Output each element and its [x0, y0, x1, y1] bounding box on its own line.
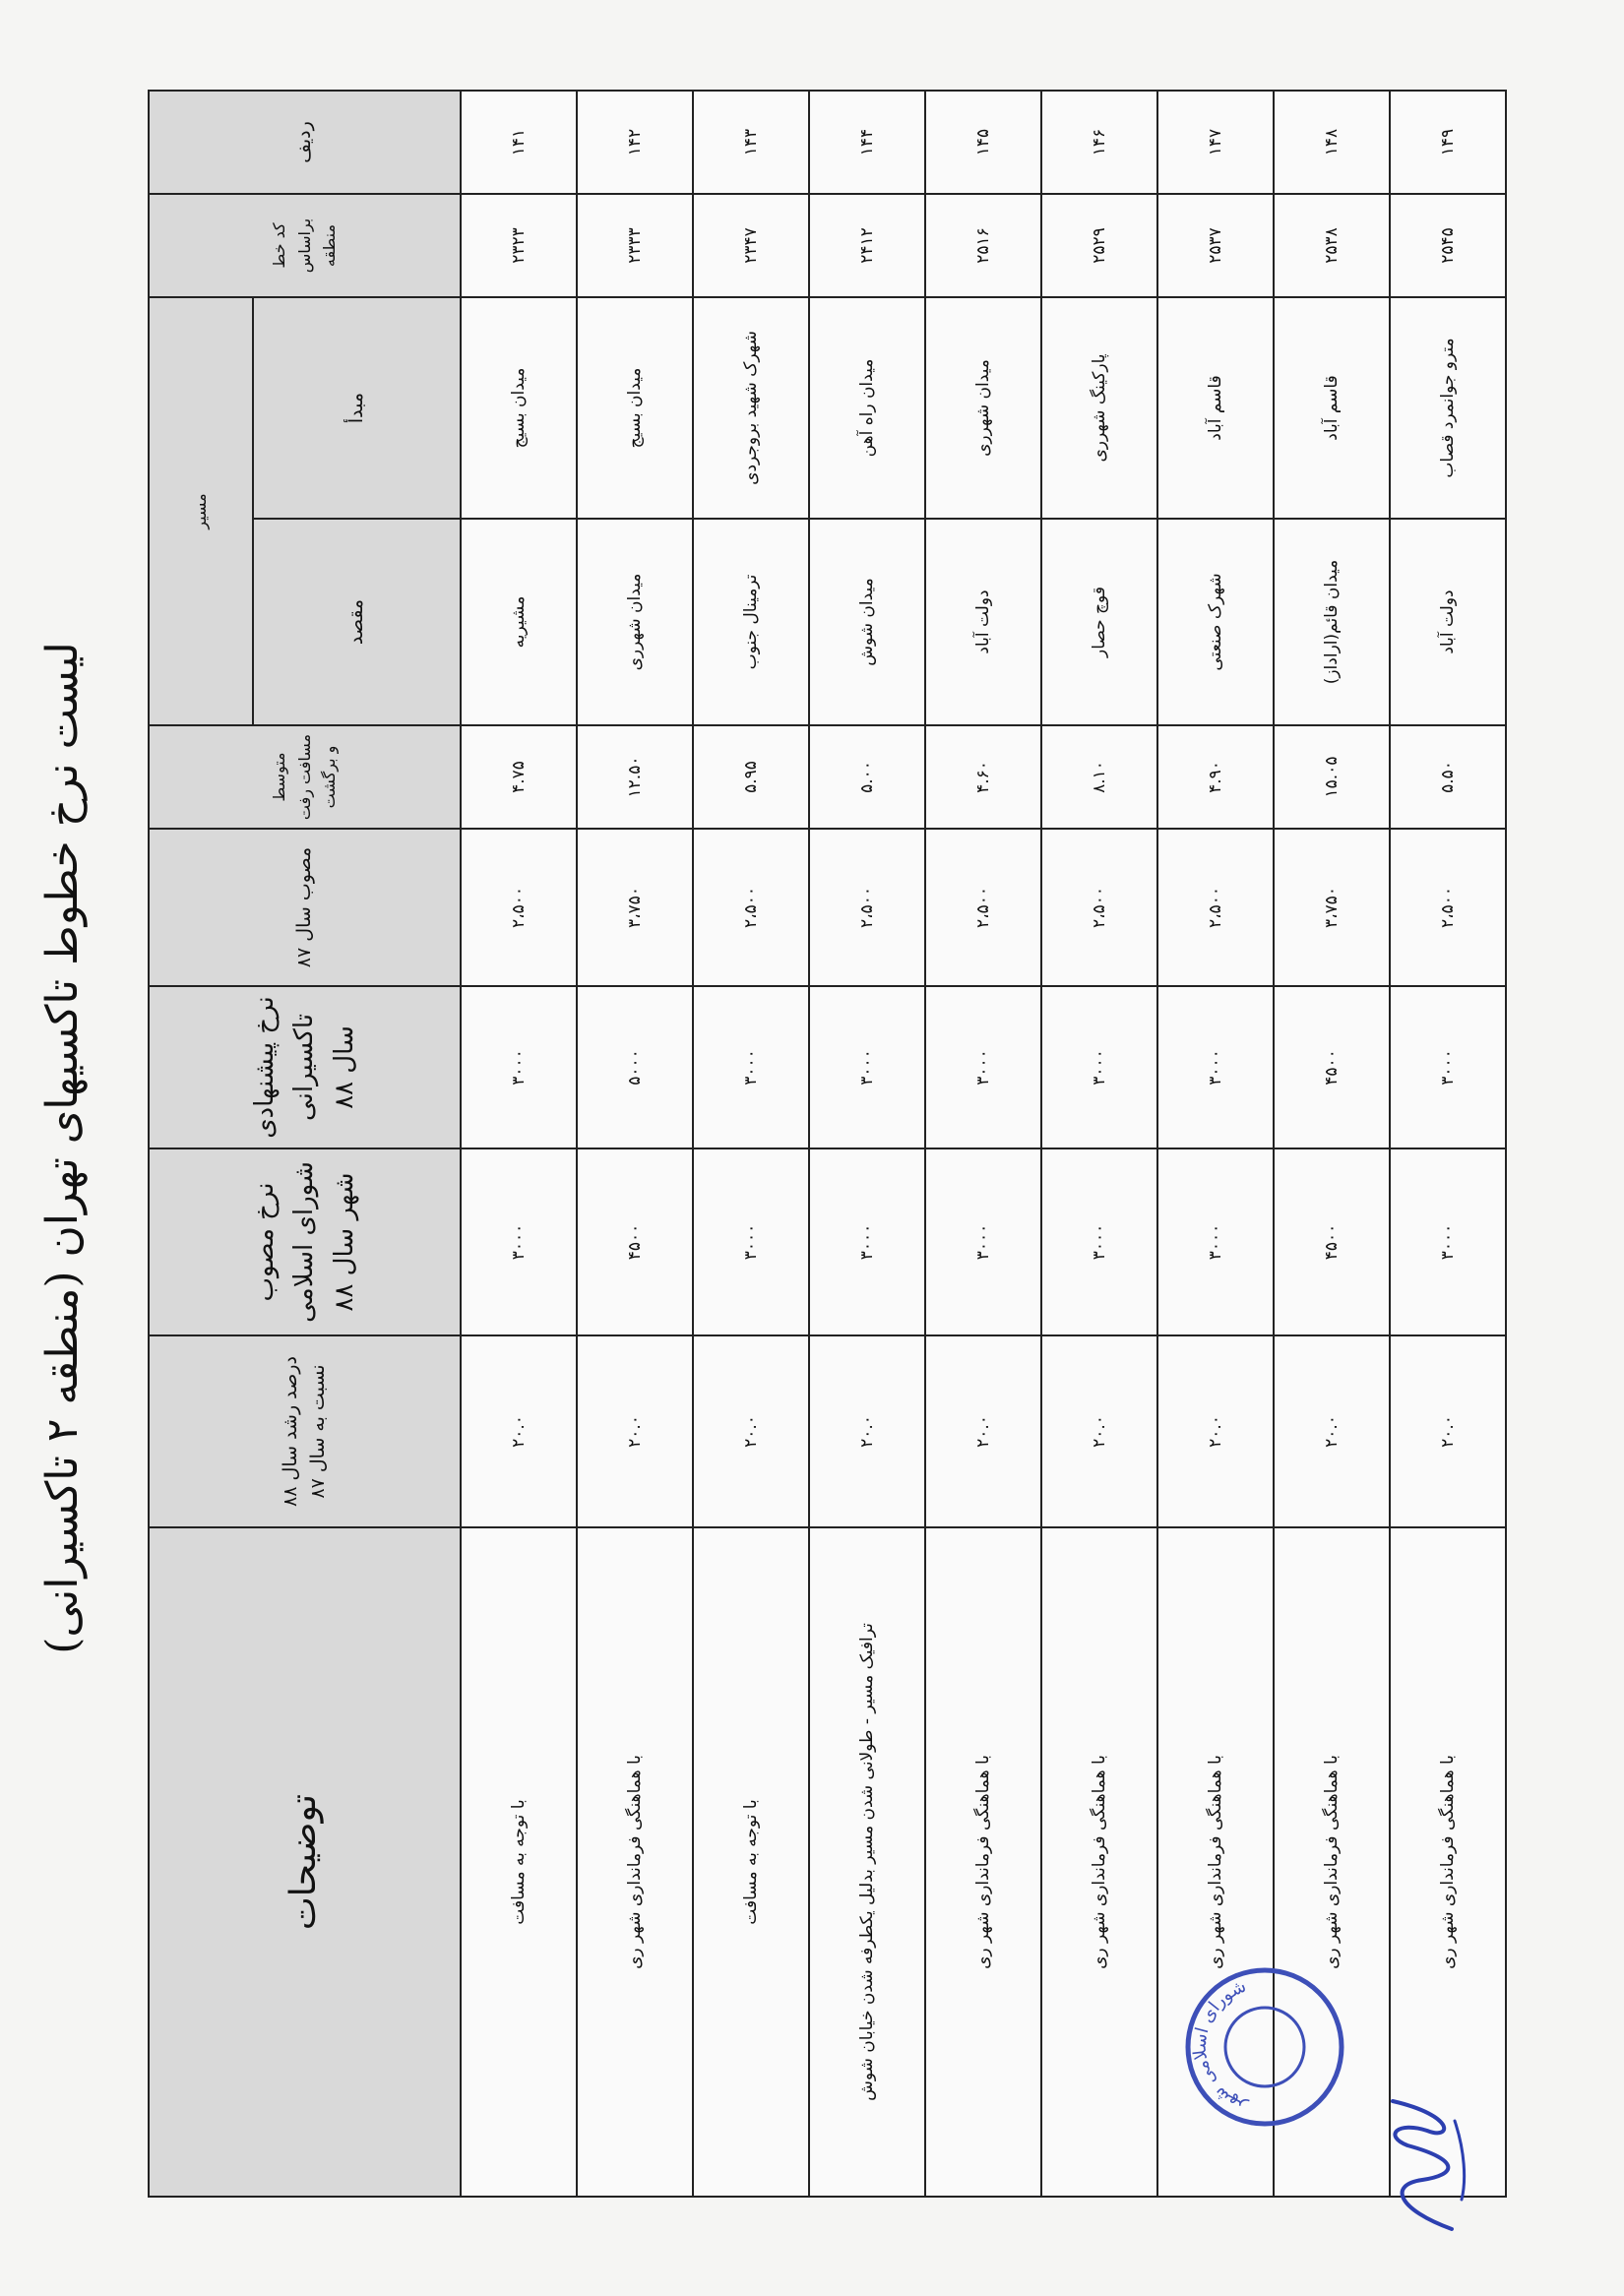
table-row	[1041, 91, 1157, 2197]
note-cell: با توجه به مسافت	[693, 1527, 809, 2197]
line-code-cell: ۲۵۱۶	[925, 194, 1041, 297]
origin-cell: قاسم آباد	[1157, 297, 1274, 519]
table-row	[925, 91, 1041, 2197]
growth-cell: ۲۰.۰	[1157, 1335, 1274, 1527]
proposed-88-cell: ۳۰۰۰	[693, 986, 809, 1148]
distance-cell: ۴.۷۵	[461, 725, 577, 829]
origin-cell: پارکینگ شهرری	[1041, 297, 1157, 519]
origin-cell: میدان بسیج	[577, 297, 693, 519]
header-approved-87: مصوب سال ۸۷	[149, 829, 461, 986]
council-88-cell: ۳۰۰۰	[925, 1148, 1041, 1335]
origin-cell: میدان بسیج	[461, 297, 577, 519]
growth-cell: ۲۰.۰	[693, 1335, 809, 1527]
note-cell: ترافیک مسیر - طولانی شدن مسیر بدلیل یکطرفه شدن خیابان شوش	[809, 1527, 925, 2197]
header-origin: مبدأ	[253, 297, 461, 519]
document-title: لیست نرخ خطوط تاکسیهای تهران (منطقه ۲ تاکسیرانی)	[37, 642, 88, 1654]
table-row	[577, 91, 693, 2197]
approved-87-cell: ۲،۵۰۰	[809, 829, 925, 986]
note-cell: با هماهنگی فرمانداری شهر ری	[1041, 1527, 1157, 2197]
distance-cell: ۱۵.۰۵	[1274, 725, 1390, 829]
origin-cell: شهرک شهید بروجردی	[693, 297, 809, 519]
proposed-88-cell: ۳۰۰۰	[925, 986, 1041, 1148]
proposed-88-cell: ۴۵۰۰	[1274, 986, 1390, 1148]
proposed-88-cell: ۳۰۰۰	[461, 986, 577, 1148]
line-code-cell: ۲۵۴۵	[1390, 194, 1506, 297]
origin-cell: میدان شهرری	[925, 297, 1041, 519]
row-index-cell: ۱۴۳	[693, 91, 809, 194]
destination-cell: مشیریه	[461, 519, 577, 725]
approved-87-cell: ۲،۵۰۰	[925, 829, 1041, 986]
origin-cell: مترو جوانمرد قصاب	[1390, 297, 1506, 519]
proposed-88-cell: ۳۰۰۰	[1157, 986, 1274, 1148]
line-code-cell: ۲۵۳۸	[1274, 194, 1390, 297]
growth-cell: ۲۰.۰	[925, 1335, 1041, 1527]
table-row	[693, 91, 809, 2197]
destination-cell: دولت آباد	[1390, 519, 1506, 725]
line-code-cell: ۲۳۳۳	[577, 194, 693, 297]
distance-cell: ۱۲.۵۰	[577, 725, 693, 829]
distance-cell: ۵.۵۰	[1390, 725, 1506, 829]
table-row	[1274, 91, 1390, 2197]
growth-cell: ۲۰.۰	[1390, 1335, 1506, 1527]
header-growth-pct: درصد رشد سال ۸۸ نسبت به سال ۸۷	[149, 1335, 461, 1527]
distance-cell: ۴.۶۰	[925, 725, 1041, 829]
header-proposed-88: نرخ پیشنهادی تاکسیرانی سال ۸۸	[149, 986, 461, 1148]
proposed-88-cell: ۳۰۰۰	[809, 986, 925, 1148]
council-88-cell: ۳۰۰۰	[1157, 1148, 1274, 1335]
origin-cell: میدان راه آهن	[809, 297, 925, 519]
council-88-cell: ۴۵۰۰	[577, 1148, 693, 1335]
note-cell: با توجه به مسافت	[461, 1527, 577, 2197]
council-88-cell: ۳۰۰۰	[1041, 1148, 1157, 1335]
table-row	[461, 91, 577, 2197]
proposed-88-cell: ۵۰۰۰	[577, 986, 693, 1148]
proposed-88-cell: ۳۰۰۰	[1041, 986, 1157, 1148]
note-cell: با هماهنگی فرمانداری شهر ری	[1274, 1527, 1390, 2197]
table-row	[1390, 91, 1506, 2197]
proposed-88-cell: ۳۰۰۰	[1390, 986, 1506, 1148]
growth-cell: ۲۰.۰	[577, 1335, 693, 1527]
approved-87-cell: ۳،۷۵۰	[577, 829, 693, 986]
approved-87-cell: ۲،۵۰۰	[461, 829, 577, 986]
origin-cell: قاسم آباد	[1274, 297, 1390, 519]
destination-cell: دولت آباد	[925, 519, 1041, 725]
table-row	[809, 91, 925, 2197]
row-index-cell: ۱۴۶	[1041, 91, 1157, 194]
note-cell: با هماهنگی فرمانداری شهر ری	[1157, 1527, 1274, 2197]
row-index-cell: ۱۴۷	[1157, 91, 1274, 194]
approved-87-cell: ۲،۵۰۰	[1041, 829, 1157, 986]
distance-cell: ۵.۹۵	[693, 725, 809, 829]
signature-icon	[1368, 2091, 1476, 2239]
row-index-cell: ۱۴۱	[461, 91, 577, 194]
fare-table	[148, 90, 1507, 2198]
note-cell: با هماهنگی فرمانداری شهر ری	[925, 1527, 1041, 2197]
row-index-cell: ۱۴۴	[809, 91, 925, 194]
council-seal-icon	[1181, 1963, 1348, 2131]
header-route: مسیر	[149, 297, 253, 725]
row-index-cell: ۱۴۵	[925, 91, 1041, 194]
growth-cell: ۲۰.۰	[1041, 1335, 1157, 1527]
destination-cell: میدان شهرری	[577, 519, 693, 725]
council-88-cell: ۳۰۰۰	[1390, 1148, 1506, 1335]
header-line-code: کد خط براساس منطقه	[149, 194, 461, 297]
note-cell: با هماهنگی فرمانداری شهر ری	[577, 1527, 693, 2197]
row-index-cell: ۱۴۸	[1274, 91, 1390, 194]
header-council-88: نرخ مصوب شورای اسلامی شهر سال ۸۸	[149, 1148, 461, 1335]
destination-cell: ترمینال جنوب	[693, 519, 809, 725]
header-row-index: ردیف	[149, 91, 461, 194]
header-destination: مقصد	[253, 519, 461, 725]
destination-cell: قوچ حصار	[1041, 519, 1157, 725]
approved-87-cell: ۲،۵۰۰	[1157, 829, 1274, 986]
line-code-cell: ۲۵۳۷	[1157, 194, 1274, 297]
line-code-cell: ۲۳۲۳	[461, 194, 577, 297]
growth-cell: ۲۰.۰	[809, 1335, 925, 1527]
approved-87-cell: ۲،۵۰۰	[1390, 829, 1506, 986]
header-notes: توضیحات	[149, 1527, 461, 2197]
svg-text:شورای اسلامی شهر	[1190, 1976, 1251, 2119]
destination-cell: شهرک صنعتی	[1157, 519, 1274, 725]
table-row	[1157, 91, 1274, 2197]
note-cell: با هماهنگی فرمانداری شهر ری	[1390, 1527, 1506, 2197]
destination-cell: میدان شوش	[809, 519, 925, 725]
approved-87-cell: ۳،۷۵۰	[1274, 829, 1390, 986]
distance-cell: ۴.۹۰	[1157, 725, 1274, 829]
council-88-cell: ۴۵۰۰	[1274, 1148, 1390, 1335]
line-code-cell: ۲۴۱۲	[809, 194, 925, 297]
council-88-cell: ۳۰۰۰	[693, 1148, 809, 1335]
destination-cell: میدان قائم(اراداز)	[1274, 519, 1390, 725]
row-index-cell: ۱۴۹	[1390, 91, 1506, 194]
seal-text: شورای اسلامی شهر	[1189, 1975, 1250, 2119]
distance-cell: ۵.۰۰	[809, 725, 925, 829]
approved-87-cell: ۲،۵۰۰	[693, 829, 809, 986]
header-avg-distance: متوسط مسافت رفت و برگشت	[149, 725, 461, 829]
row-index-cell: ۱۴۲	[577, 91, 693, 194]
growth-cell: ۲۰.۰	[1274, 1335, 1390, 1527]
distance-cell: ۸.۱۰	[1041, 725, 1157, 829]
growth-cell: ۲۰.۰	[461, 1335, 577, 1527]
line-code-cell: ۲۵۲۹	[1041, 194, 1157, 297]
council-88-cell: ۳۰۰۰	[809, 1148, 925, 1335]
council-88-cell: ۳۰۰۰	[461, 1148, 577, 1335]
line-code-cell: ۲۳۴۷	[693, 194, 809, 297]
